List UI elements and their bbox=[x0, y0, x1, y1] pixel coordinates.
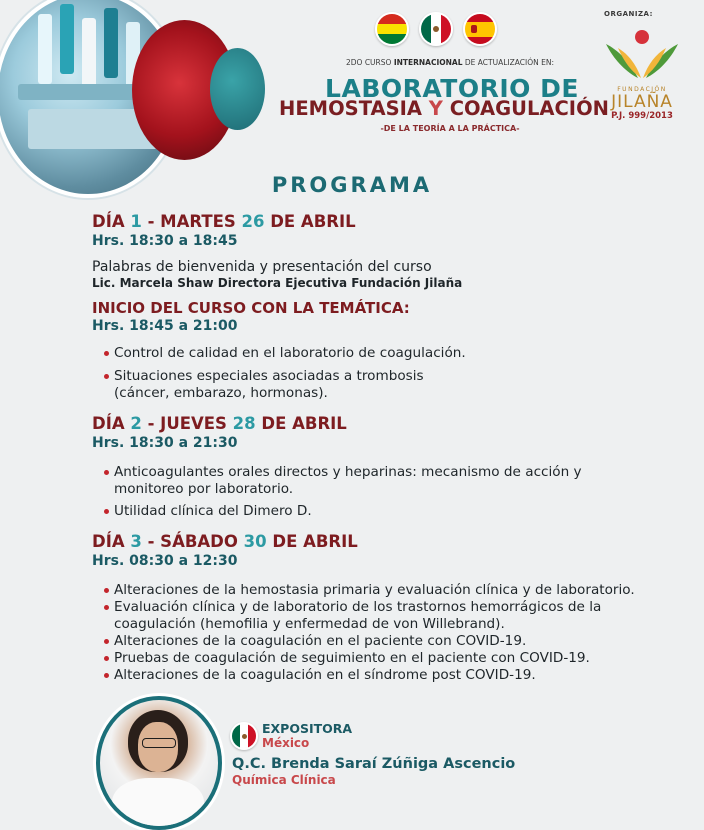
mexico-flag-icon bbox=[419, 12, 453, 46]
list-item: Alteraciones de la coagulación en el paciente con COVID-19. bbox=[114, 633, 682, 650]
subtitle-prefix: 2DO CURSO bbox=[345, 58, 392, 67]
title-coagulacion: COAGULACIÓN bbox=[449, 97, 609, 120]
speaker-photo bbox=[96, 696, 222, 830]
day-label: DÍA bbox=[92, 212, 131, 231]
day-number: 3 bbox=[130, 532, 142, 551]
day-month: DE ABRIL bbox=[266, 532, 358, 551]
day-2-topic-list bbox=[92, 464, 682, 520]
day-weekday: - MARTES bbox=[141, 212, 242, 231]
expositora-name: Q.C. Brenda Saraí Zúñiga Ascencio bbox=[232, 756, 516, 772]
day-date: 26 bbox=[241, 212, 265, 231]
day-1-hours: Hrs. 18:30 a 18:45 bbox=[92, 233, 238, 249]
jilana-emblem-icon bbox=[604, 28, 680, 80]
bolivia-flag-icon bbox=[375, 12, 409, 46]
list-item: Utilidad clínica del Dimero D. bbox=[114, 503, 682, 520]
day-label: DÍA bbox=[92, 532, 131, 551]
list-item: Alteraciones de la coagulación en el síndrome post COVID-19. bbox=[114, 667, 682, 684]
tube-shape bbox=[82, 18, 96, 88]
inicio-hours: Hrs. 18:45 a 21:00 bbox=[92, 318, 238, 334]
logo-name: JILAÑA bbox=[611, 92, 673, 112]
course-subtitle bbox=[300, 58, 600, 67]
list-item: Evaluación clínica y de laboratorio de los trastornos hemorrágicos de la coagulación (hemofilia y enfermedad de von Willebrand). bbox=[114, 599, 624, 633]
course-title-line1: LABORATORIO DE bbox=[325, 74, 579, 103]
list-item: Pruebas de coagulación de seguimiento en el paciente con COVID-19. bbox=[114, 650, 682, 667]
inicio-heading: INICIO DEL CURSO CON LA TEMÁTICA: bbox=[92, 299, 410, 317]
subtitle-bold: INTERNACIONAL bbox=[393, 58, 463, 67]
spain-flag-icon bbox=[463, 12, 497, 46]
tube-shape bbox=[104, 8, 118, 78]
day-label: DÍA bbox=[92, 414, 131, 433]
expositora-role: Química Clínica bbox=[232, 773, 336, 787]
expositora-country: México bbox=[262, 736, 310, 750]
day-weekday: - SÁBADO bbox=[141, 532, 244, 551]
list-item: Situaciones especiales asociadas a trombosis (cáncer, embarazo, hormonas). bbox=[114, 368, 474, 402]
expositora-label: EXPOSITORA bbox=[262, 721, 353, 736]
mexico-flag-icon bbox=[230, 722, 258, 750]
day-date: 28 bbox=[232, 414, 256, 433]
day-number: 2 bbox=[130, 414, 142, 433]
cells-photo bbox=[210, 48, 265, 130]
day-3-hours: Hrs. 08:30 a 12:30 bbox=[92, 553, 238, 569]
course-title-line2 bbox=[264, 97, 624, 120]
program-content bbox=[92, 212, 682, 684]
logo-pj-number: P.J. 999/2013 bbox=[611, 111, 673, 121]
day-month: DE ABRIL bbox=[264, 212, 356, 231]
programa-heading: PROGRAMA bbox=[271, 173, 433, 197]
subtitle-suffix: DE ACTUALIZACIÓN EN: bbox=[464, 58, 554, 67]
tube-shape bbox=[60, 4, 74, 74]
day-1-heading bbox=[92, 212, 682, 232]
list-item: Anticoagulantes orales directos y heparinas: mecanismo de acción y monitoreo por laboratorio. bbox=[114, 464, 614, 498]
organizer-label: ORGANIZA: bbox=[604, 10, 653, 18]
day-3-topic-list bbox=[92, 582, 682, 684]
day-date: 30 bbox=[243, 532, 267, 551]
list-item: Alteraciones de la hemostasia primaria y evaluación clínica y de laboratorio. bbox=[114, 582, 682, 599]
glasses-shape bbox=[142, 738, 176, 748]
title-hemostasia: HEMOSTASIA bbox=[279, 97, 422, 120]
inicio-topic-list bbox=[92, 345, 682, 402]
day-month: DE ABRIL bbox=[255, 414, 347, 433]
day-number: 1 bbox=[130, 212, 142, 231]
day-2-heading bbox=[92, 414, 682, 434]
title-y: Y bbox=[428, 97, 443, 120]
day-3-heading bbox=[92, 532, 682, 552]
tube-shape bbox=[38, 14, 52, 84]
day-weekday: - JUEVES bbox=[141, 414, 233, 433]
list-item: Control de calidad en el laboratorio de coagulación. bbox=[114, 345, 682, 362]
welcome-text: Palabras de bienvenida y presentación del curso bbox=[92, 259, 432, 275]
day-2-hours: Hrs. 18:30 a 21:30 bbox=[92, 435, 238, 451]
welcome-speaker: Lic. Marcela Shaw Directora Ejecutiva Fundación Jilaña bbox=[92, 276, 463, 290]
coat-shape bbox=[112, 778, 204, 830]
course-tagline: -DE LA TEORÍA A LA PRÁCTICA- bbox=[380, 124, 520, 133]
logo-fundacion-text: FUNDACIÓN bbox=[617, 86, 667, 93]
country-flags bbox=[375, 12, 497, 46]
